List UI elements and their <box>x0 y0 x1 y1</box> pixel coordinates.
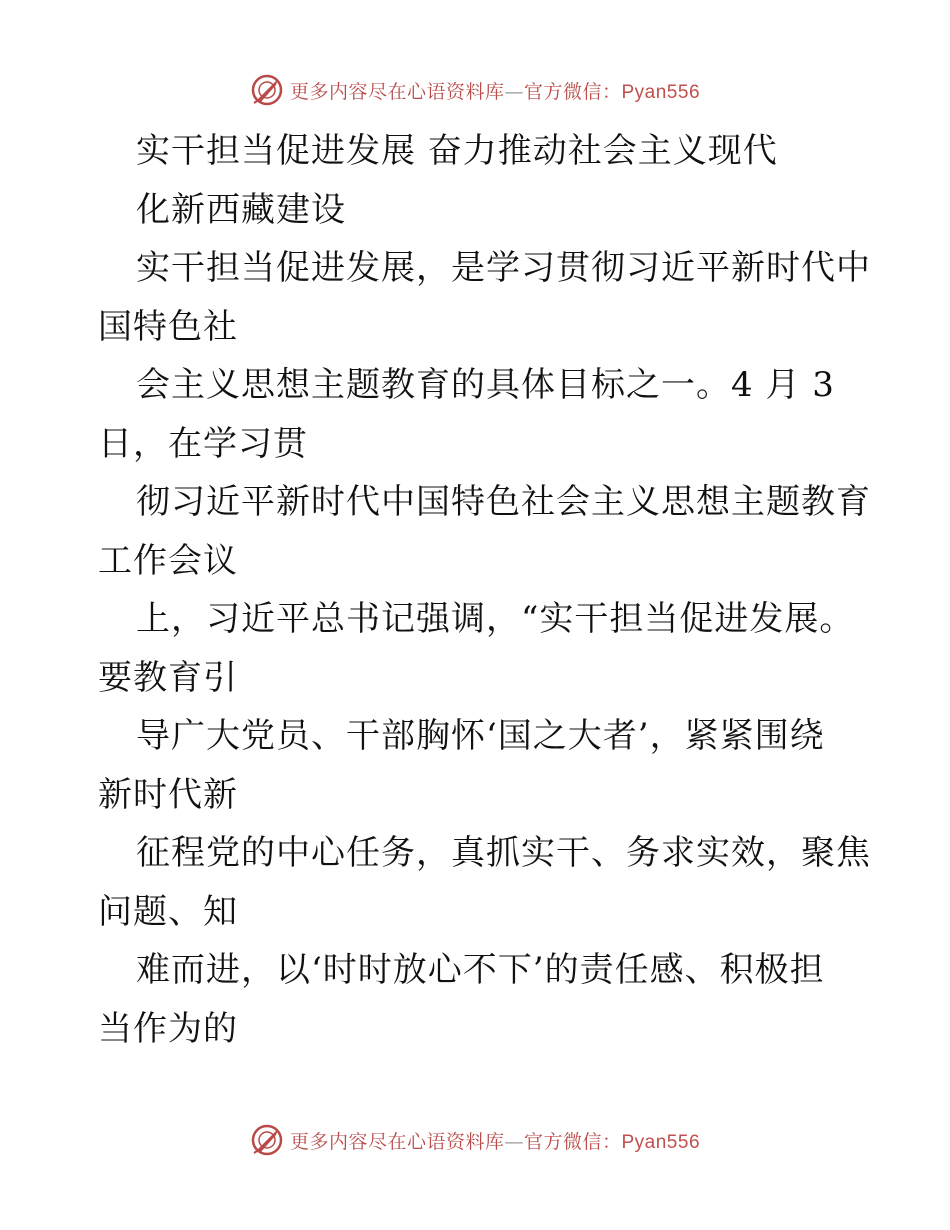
body-line: 日，在学习贯 <box>98 423 308 464</box>
body-line: 上，习近平总书记强调，“实干担当促进发展。 <box>136 599 855 639</box>
watermark-contact: 官方微信： <box>523 1130 622 1153</box>
body-line: 要教育引 <box>98 657 238 698</box>
title-line-1: 实干担当促进发展 奋力推动社会主义现代 <box>136 131 778 171</box>
pen-logo-icon <box>250 1123 284 1157</box>
body-line: 工作会议 <box>98 540 238 581</box>
body-line: 实干担当促进发展，是学习贯彻习近平新时代中 <box>136 248 871 288</box>
body-line: 新时代新 <box>98 774 238 815</box>
title-line-2: 化新西藏建设 <box>136 189 346 230</box>
watermark-id: Pyan556 <box>621 1131 701 1153</box>
body-line: 导广大党员、干部胸怀‘国之大者’，紧紧围绕 <box>136 716 825 756</box>
body-line: 当作为的 <box>98 1008 238 1049</box>
body-line: 彻习近平新时代中国特色社会主义思想主题教育 <box>136 482 871 522</box>
header-watermark <box>0 70 950 110</box>
document-body <box>98 122 871 1058</box>
footer-watermark <box>0 1120 950 1160</box>
watermark-contact: 官方微信： <box>523 80 622 103</box>
watermark-text <box>290 1127 700 1154</box>
watermark-dash: — <box>504 1130 524 1153</box>
watermark-main: 更多内容尽在心语资料库 <box>289 1130 505 1153</box>
body-line: 征程党的中心任务，真抓实干、务求实效，聚焦 <box>136 833 871 873</box>
body-line: 国特色社 <box>98 306 238 347</box>
watermark-text <box>290 77 700 104</box>
pen-logo-icon <box>250 73 284 107</box>
watermark-id: Pyan556 <box>621 81 701 103</box>
body-line: 会主义思想主题教育的具体目标之一。4 月 3 <box>136 365 835 405</box>
watermark-dash: — <box>504 80 524 103</box>
body-line: 问题、知 <box>98 891 238 932</box>
body-line: 难而进，以‘时时放心不下’的责任感、积极担 <box>136 950 825 990</box>
watermark-main: 更多内容尽在心语资料库 <box>289 80 505 103</box>
